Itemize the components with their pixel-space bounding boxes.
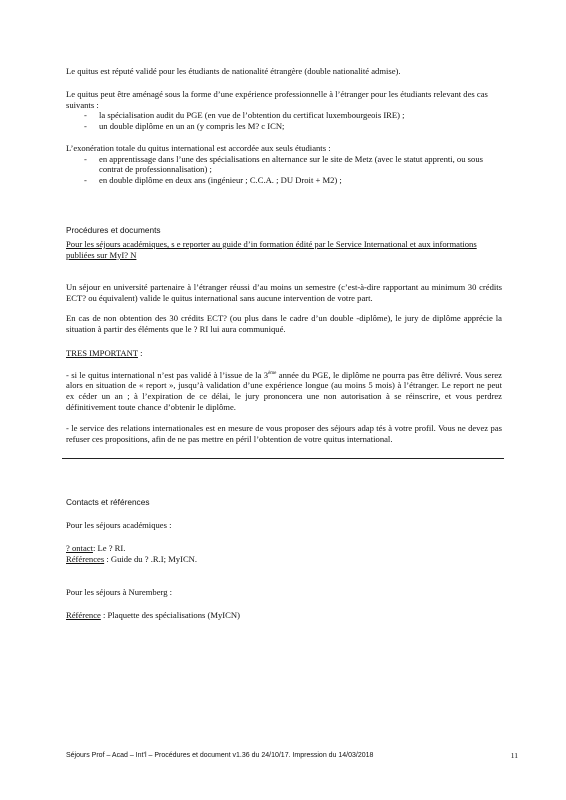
exoneration-list <box>66 154 502 186</box>
paragraph-quitus-valid: Le quitus est réputé validé pour les étudiants de nationalité étrangère (double nationalité admise). <box>66 66 401 76</box>
academic-stays-label: Pour les séjours académiques : <box>66 520 172 530</box>
cases-list <box>66 110 502 131</box>
paragraph-partner-university: Un séjour en université partenaire à l’étranger réussi d’au moins un semestre (c’est-à-dire rapportant au minimum 30 crédits ECT? ou équivalent) valide le quitus international sans aucune intervention de votre part. <box>66 282 502 303</box>
horizontal-rule <box>62 458 504 459</box>
section-heading-contacts: Contacts et références <box>66 497 150 507</box>
important-label: TRES IMPORTANT <box>66 348 138 358</box>
reference-value: : Plaquette des spécialisations (MyICN) <box>100 610 240 620</box>
list-item: - en apprentissage dans l’une des spécialisations en alternance sur le site de Metz (avec le statut apprenti, ou sous contrat de professionnalisation) ; <box>84 153 483 175</box>
list-item: - en double diplôme en deux ans (ingénieur ; C.C.A. ; DU Droit + M2) ; <box>84 174 342 185</box>
references-value: : Guide du ? .R.I; MyICN. <box>104 554 198 564</box>
paragraph-international-service: - le service des relations internationales est en mesure de vous proposer des séjours adap tés à votre profil. Vous ne devez pas refuser ces propositions, afin de ne pas mettre en péril l’obtention de votre quitus international. <box>66 423 502 444</box>
page-footer <box>66 751 518 760</box>
section-heading-procedures: Procédures et documents <box>66 225 161 235</box>
dash-bullet: - <box>84 153 87 164</box>
reference-line <box>66 610 502 621</box>
list-item: - un double diplôme en un an (y compris les M? c ICN; <box>84 120 285 131</box>
nuremberg-label: Pour les séjours à Nuremberg : <box>66 587 173 597</box>
contact-line <box>66 543 502 554</box>
dash-bullet: - <box>84 120 87 131</box>
dash-bullet: - <box>84 110 87 121</box>
paragraph-no-credits: En cas de non obtention des 30 crédits ECT? (ou plus dans le cadre d’un double -diplôme), le jury de diplôme apprécie la situation à partir des éléments que le ? RI lui aura communiqué. <box>66 313 502 334</box>
dash-bullet: - <box>84 174 87 185</box>
list-item: - la spécialisation audit du PGE (en vue de l’obtention du certificat luxembourgeois IRE) ; <box>84 110 405 121</box>
paragraph-text: L’exonération totale du quitus international est accordée aux seuls étudiants : <box>66 143 331 153</box>
guide-link[interactable]: Pour les séjours académiques, s e reporter au guide d’in formation édité par le Service International et aux informations publiées sur MyI? N <box>66 239 477 260</box>
references-line <box>66 554 502 565</box>
reference-label: Référence <box>66 610 101 620</box>
important-label-line <box>66 348 502 359</box>
paragraph-text: Le quitus peut être aménagé sous la forme d’une expérience professionnelle à l’étranger pour les étudiants relevant des cas suivants : <box>66 89 488 110</box>
footer-text: Séjours Prof – Acad – Int’l – Procédures et document v1.36 du 24/10/17. Impression du 14/03/2018 <box>66 752 374 759</box>
important-colon: : <box>137 348 143 358</box>
contact-label: ? ontact <box>66 543 93 553</box>
superscript: ème <box>268 371 277 376</box>
references-label: Références <box>66 554 105 564</box>
paragraph-report-warning: - si le quitus international n’est pas validé à l’issue de la 3ème année du PGE, le diplôme ne pourra pas être délivré. Vous serez alors en situation de « report », jusqu’à validation d’une expérience longue (au moins 5 mois) à l’étranger. Le report ne peut ex céder un an ; à l’expiration de ce délai, le jury prononcera une non autorisation à se réinscrire, et vous perdrez définitivement toute chance d’obtenir le diplôme. <box>66 369 502 412</box>
contact-value: : Le ? RI. <box>92 543 126 553</box>
paragraph-quitus-professional <box>66 89 502 131</box>
paragraph-exoneration <box>66 143 502 185</box>
page-number: 11 <box>510 751 518 760</box>
